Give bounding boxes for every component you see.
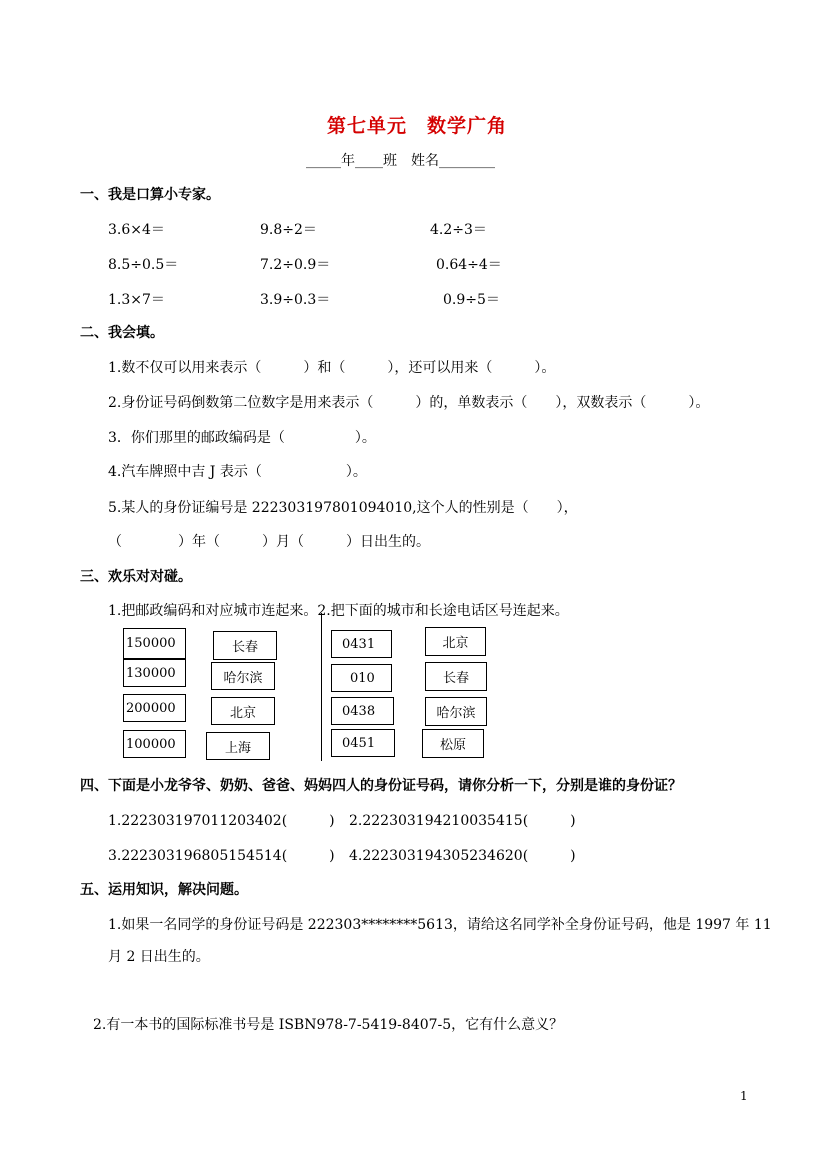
name-line: _____年____班 姓名________ bbox=[306, 153, 495, 169]
problem: 0.9÷5＝ bbox=[443, 292, 500, 308]
page-number: 1 bbox=[740, 1089, 748, 1103]
section2-heading: 二、我会填。 bbox=[80, 325, 164, 341]
divider-line bbox=[321, 613, 322, 761]
question-1-line-1: 1.如果一名同学的身份证号码是 222303********5613，请给这名同学补全身份证号码，他是 1997 年 11 bbox=[108, 917, 772, 933]
section4-heading: 四、下面是小龙爷爷、奶奶、爸爸、妈妈四人的身份证号码，请你分析一下，分别是谁的身份证？ bbox=[80, 778, 682, 794]
city-box: 上海 bbox=[206, 732, 270, 760]
area-code-box: 0451 bbox=[331, 729, 395, 757]
section1-heading: 一、我是口算小专家。 bbox=[80, 187, 220, 203]
city-box: 松原 bbox=[422, 729, 484, 758]
question-1-line-2: 月 2 日出生的。 bbox=[108, 949, 210, 965]
matching-instruction: 1.把邮政编码和对应城市连起来。2.把下面的城市和长途电话区号连起来。 bbox=[108, 603, 569, 619]
postal-code-box: 200000 bbox=[123, 694, 186, 722]
area-code-box: 0431 bbox=[331, 630, 392, 658]
section3-heading: 三、欢乐对对碰。 bbox=[80, 569, 192, 585]
city-box: 北京 bbox=[211, 697, 275, 725]
city-box: 长春 bbox=[213, 631, 277, 660]
fill-item: 4.汽车牌照中吉 J 表示（ ）。 bbox=[108, 464, 367, 480]
city-box: 哈尔滨 bbox=[425, 697, 487, 726]
fill-item: 5.某人的身份证编号是 222303197801094010,这个人的性别是（ ）， bbox=[108, 500, 578, 516]
fill-item: （ ）年（ ）月（ ）日出生的。 bbox=[108, 534, 430, 550]
area-code-box: 010 bbox=[331, 664, 392, 692]
problem: 7.2÷0.9＝ bbox=[260, 257, 331, 273]
problem: 4.2÷3＝ bbox=[430, 222, 487, 238]
postal-code-box: 130000 bbox=[123, 659, 186, 687]
area-code-box: 0438 bbox=[331, 697, 394, 725]
problem: 8.5÷0.5＝ bbox=[108, 257, 179, 273]
id-number: 2.222303194210035415( ) bbox=[349, 813, 576, 829]
page-title: 第七单元 数学广角 bbox=[327, 115, 508, 137]
problem: 0.64÷4＝ bbox=[436, 257, 502, 273]
id-number: 4.222303194305234620( ) bbox=[349, 848, 576, 864]
postal-code-box: 150000 bbox=[123, 628, 186, 659]
problem: 9.8÷2＝ bbox=[260, 222, 317, 238]
fill-item: 3．你们那里的邮政编码是（ ）。 bbox=[108, 430, 376, 446]
problem: 3.9÷0.3＝ bbox=[260, 292, 331, 308]
city-box: 北京 bbox=[425, 627, 486, 656]
fill-item: 1.数不仅可以用来表示（ ）和（ ），还可以用来（ ）。 bbox=[108, 360, 556, 376]
section5-heading: 五、运用知识，解决问题。 bbox=[80, 882, 248, 898]
id-number: 3.222303196805154514( ) bbox=[108, 848, 335, 864]
problem: 1.3×7＝ bbox=[108, 292, 165, 308]
fill-item: 2.身份证号码倒数第二位数字是用来表示（ ）的，单数表示（ ），双数表示（ ）。 bbox=[108, 395, 710, 411]
problem: 3.6×4＝ bbox=[108, 222, 165, 238]
city-box: 长春 bbox=[425, 662, 487, 691]
question-2: 2.有一本书的国际标准书号是 ISBN978-7-5419-8407-5，它有什么意义？ bbox=[93, 1017, 564, 1033]
postal-code-box: 100000 bbox=[123, 730, 186, 758]
id-number: 1.222303197011203402( ) bbox=[108, 813, 335, 829]
city-box: 哈尔滨 bbox=[211, 662, 275, 690]
